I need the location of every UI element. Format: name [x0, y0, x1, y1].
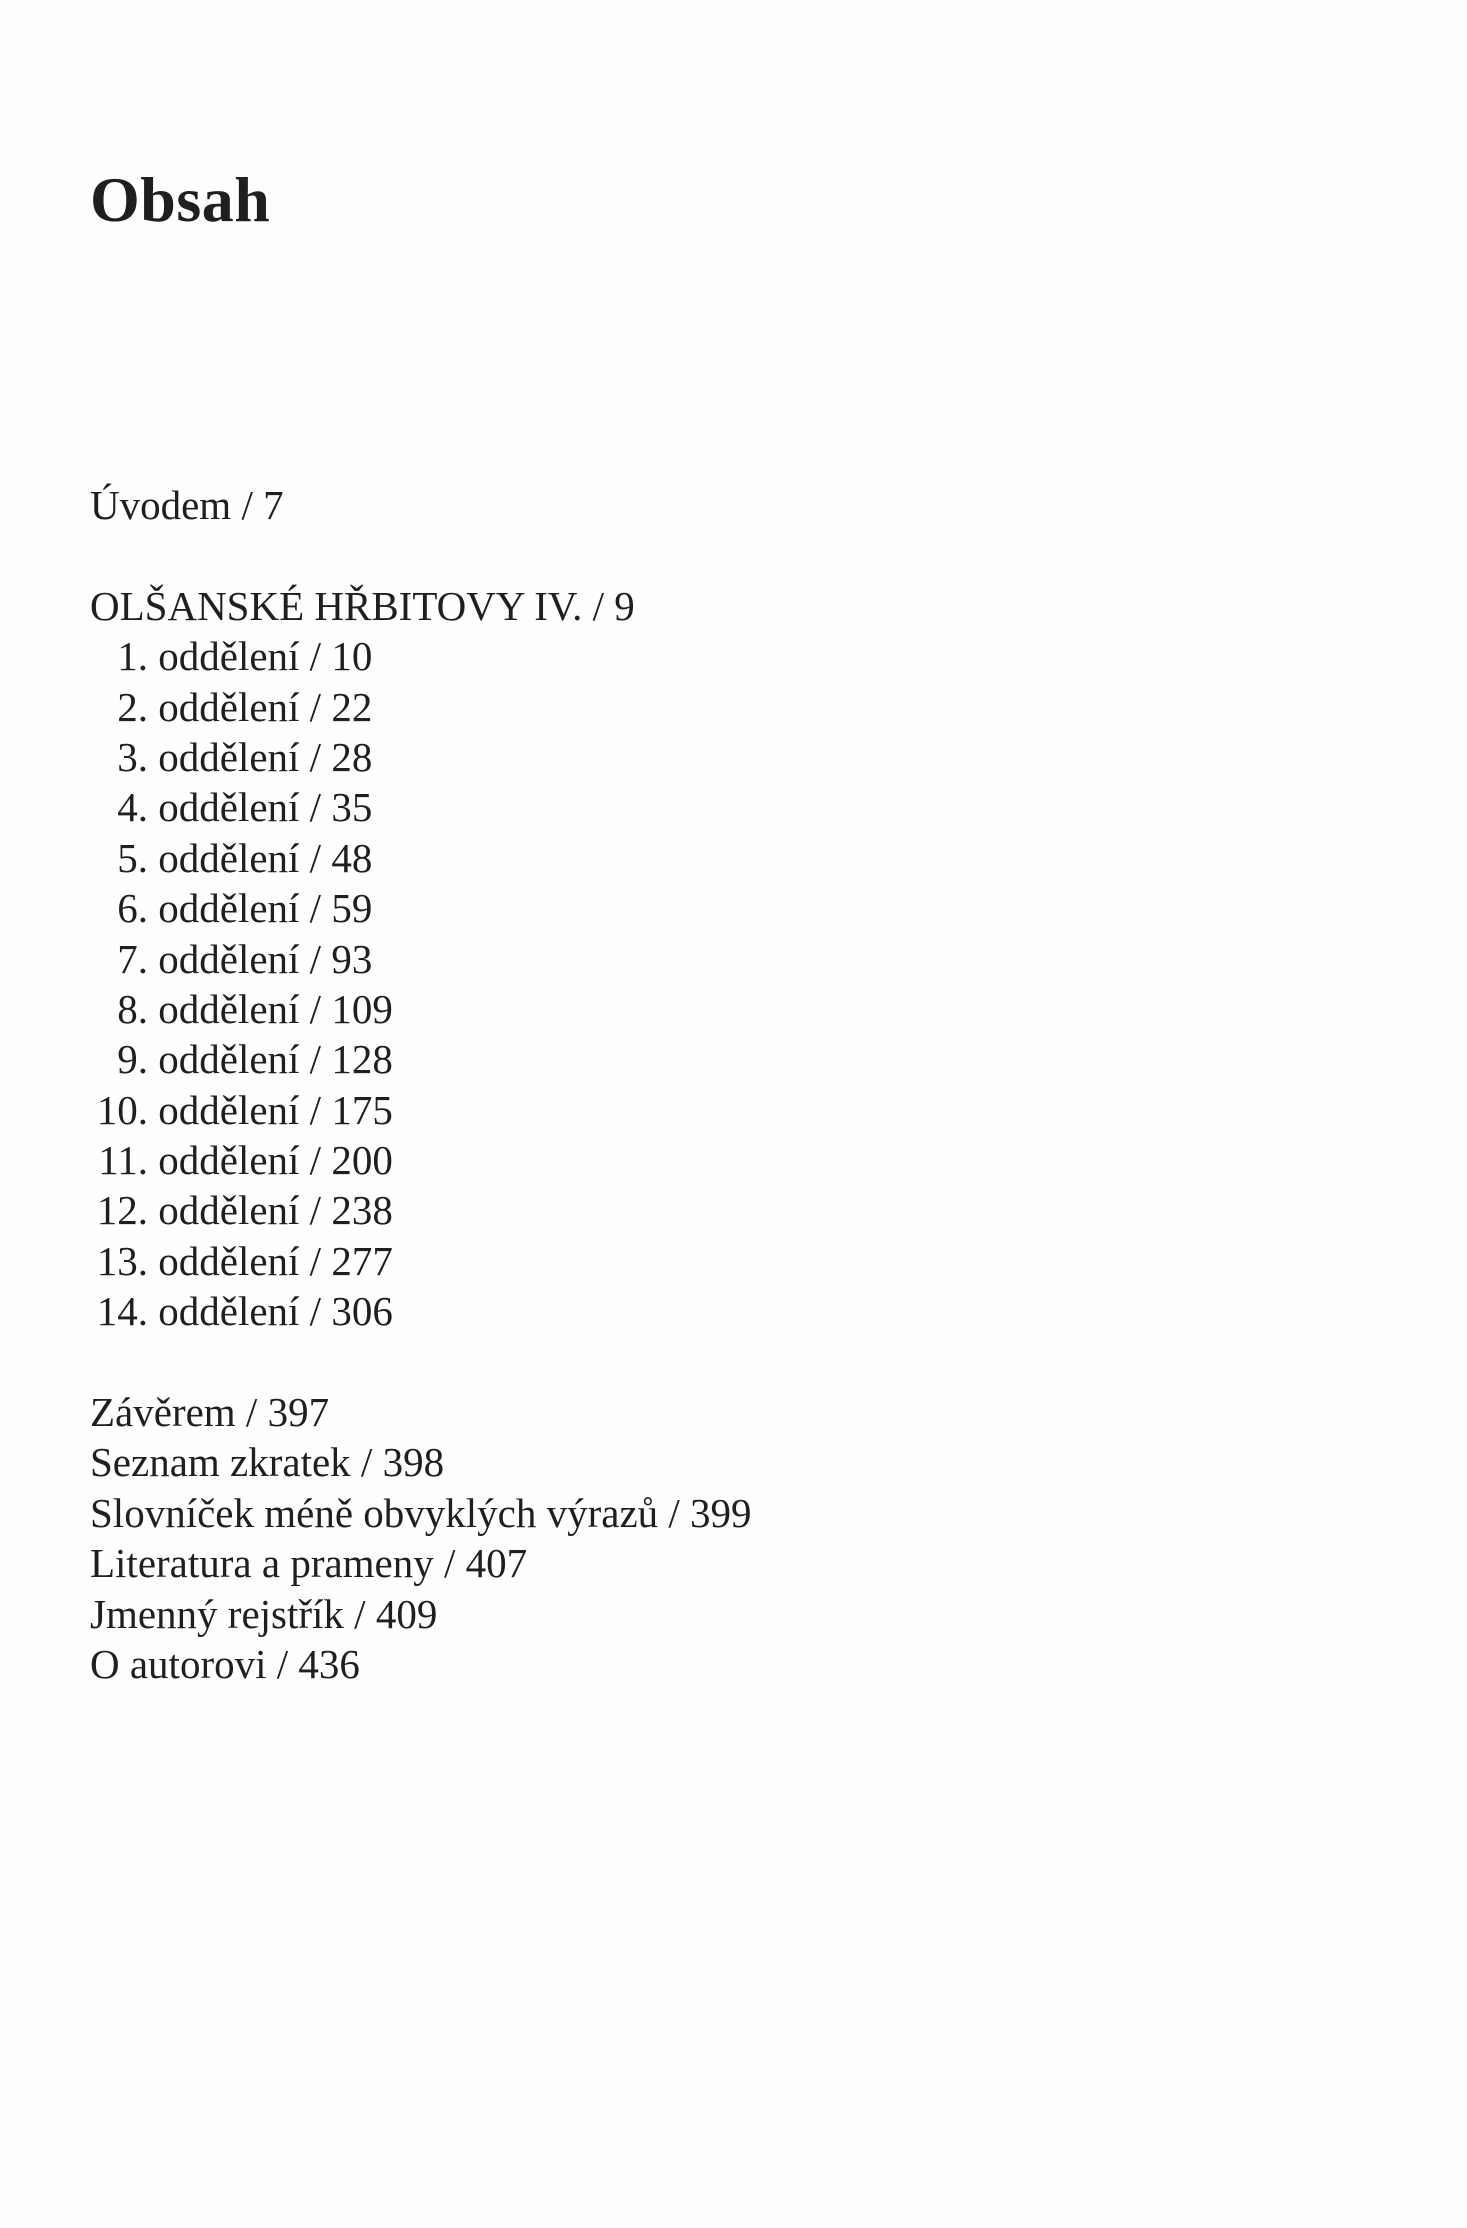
subsection-label: oddělení / 93 [158, 935, 373, 982]
toc-subsection-item [90, 1286, 752, 1336]
subsection-number: 4. [117, 784, 148, 831]
toc-subsection-item [90, 1034, 752, 1084]
toc-subsection-item [90, 1135, 752, 1185]
toc-entry-intro: Úvodem / 7 [90, 482, 284, 528]
subsection-label: oddělení / 22 [158, 683, 373, 730]
subsection-label: oddělení / 175 [158, 1086, 393, 1133]
toc-back-matter-item: Slovníček méně obvyklých výrazů / 399 [90, 1489, 752, 1536]
subsection-number: 10. [96, 1086, 148, 1133]
subsection-number: 9. [117, 1036, 148, 1083]
subsection-label: oddělení / 238 [158, 1187, 393, 1234]
table-of-contents [90, 480, 752, 1689]
toc-subsection-item [90, 1236, 752, 1286]
subsection-number: 8. [117, 985, 148, 1032]
subsection-number: 6. [117, 885, 148, 932]
toc-subsection-item [90, 883, 752, 933]
toc-subsection-item [90, 833, 752, 883]
subsection-number: 5. [117, 834, 148, 881]
subsection-label: oddělení / 277 [158, 1237, 393, 1284]
toc-subsection-item [90, 934, 752, 984]
subsection-number: 7. [117, 935, 148, 982]
subsection-label: oddělení / 48 [158, 834, 373, 881]
toc-back-matter-item: O autorovi / 436 [90, 1640, 360, 1687]
subsection-label: oddělení / 10 [158, 633, 373, 680]
page-title: Obsah [90, 164, 271, 235]
toc-subsection-item [90, 782, 752, 832]
toc-back-matter-item: Jmenný rejstřík / 409 [90, 1590, 438, 1637]
subsection-label: oddělení / 128 [158, 1036, 393, 1083]
toc-subsection-list [90, 631, 752, 1336]
subsection-number: 14. [96, 1288, 148, 1335]
subsection-number: 13. [96, 1237, 148, 1284]
subsection-label: oddělení / 35 [158, 784, 373, 831]
subsection-label: oddělení / 59 [158, 885, 373, 932]
subsection-label: oddělení / 306 [158, 1288, 393, 1335]
toc-back-matter-item: Seznam zkratek / 398 [90, 1439, 445, 1486]
toc-subsection-item [90, 732, 752, 782]
subsection-number: 12. [96, 1187, 148, 1234]
toc-spacer [90, 1337, 752, 1387]
subsection-number: 11. [98, 1137, 148, 1184]
toc-subsection-item [90, 631, 752, 681]
toc-back-matter-item: Závěrem / 397 [90, 1389, 330, 1436]
subsection-number: 2. [117, 683, 148, 730]
subsection-number: 3. [117, 733, 148, 780]
toc-subsection-item [90, 984, 752, 1034]
subsection-label: oddělení / 109 [158, 985, 393, 1032]
subsection-label: oddělení / 28 [158, 733, 373, 780]
subsection-label: oddělení / 200 [158, 1137, 393, 1184]
toc-spacer [90, 530, 752, 580]
toc-back-matter-item: Literatura a prameny / 407 [90, 1540, 528, 1587]
toc-subsection-item [90, 1085, 752, 1135]
toc-section-heading: OLŠANSKÉ HŘBITOVY IV. / 9 [90, 582, 635, 629]
subsection-number: 1. [117, 633, 148, 680]
toc-subsection-item [90, 1185, 752, 1235]
toc-subsection-item [90, 682, 752, 732]
